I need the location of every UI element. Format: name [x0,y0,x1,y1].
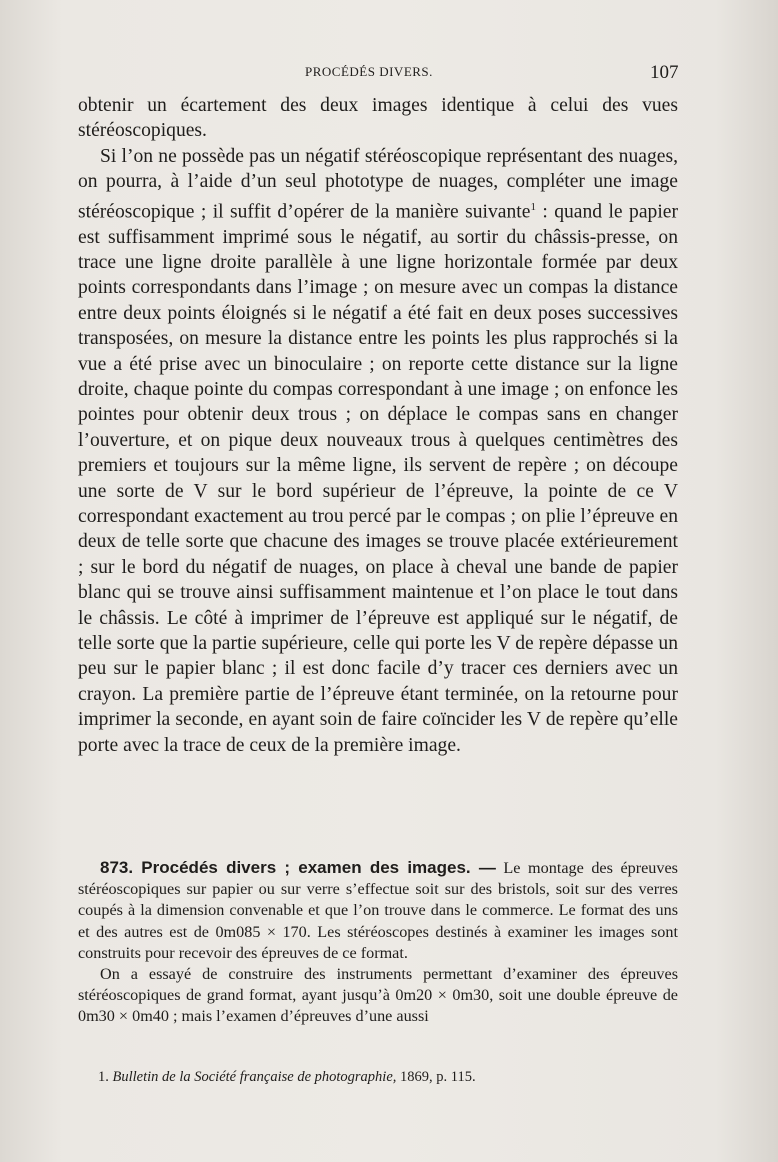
paragraph: On a essayé de construire des instruments permettant d’examiner des épreuves stéréoscopiques de grand format, ayant jusqu’à 0m20 × 0m30, soit une double épreuve de 0m30 × 0m40 ; mais l’examen d’épreuves d’une aussi [78,965,678,1026]
section-heading: 873. Procédés divers ; examen des images. — [100,858,496,877]
footnote-citation: 1869, p. 115. [396,1069,476,1085]
main-text [78,93,678,758]
paragraph-text: Si l’on ne possède pas un négatif stéréoscopique représentant des nuages, on pourra, à l’aide d’un seul phototype de nuages, compléter une image stéréoscopique ; il suffit d’opérer de la manière suivante [78,145,678,223]
section-873 [78,857,678,1028]
paragraph: obtenir un écartement des deux images identique à celui des vues stéréoscopiques. [78,95,678,142]
paragraph-text: : quand le papier est suffisamment imprimé sous le négatif, au sortir du châssis-presse, on trace une ligne droite parallèle à une ligne horizontale formée par deux points correspondants dans l’image ; on mesure avec un compas la distance entre deux points éloignés si le négatif a été fait en deux poses successives transposées, on mesure la distance entre les points les plus rapprochés si la vue a été prise avec un binoculaire ; on reporte cette distance sur la ligne droite, chaque pointe du compas correspondant à une image ; on enfonce les pointes pour obtenir deux trous ; on déplace le compas sans en changer l’ouverture, et on pique deux nouveaux trous à quelques centimètres des premiers et toujours sur la même ligne, ils servent de repère ; on découpe une sorte de V sur le bord supérieur de l’épreuve, la pointe de ce V correspondant exactement au trou percé par le compas ; on plie l’épreuve en deux de telle sorte que chacune des images se trouve placée extérieurement ; sur le bord du négatif de nuages, on place à cheval une bande de papier blanc qui se trouve ainsi suffisamment maintenue et l’on place le tout dans le châssis. Le côté à imprimer de l’épreuve est appliqué sur le négatif, de telle sorte que la partie supérieure, celle qui porte les V de repère dépasse un peu sur le papier blanc ; il est donc facile d’y tracer ces derniers avec un crayon. La première partie de l’épreuve étant terminée, on la retourne pour imprimer la seconde, en ayant soin de faire coïncider les V de repère qu’elle porte avec la trace de ceux de la première image. [78,201,678,756]
paragraph-text: Le montage des épreuves stéréoscopiques sur papier ou sur verre s’effectue soit sur des bristols, soit sur des verres coupés à la dimension convenable et que l’on trouve dans le commerce. Le format des uns et des autres est de 0m085 × 170. Les stéréoscopes destinés à examiner les images sont construits pour recevoir des épreuves de ce format. [78,859,678,962]
running-head: PROCÉDÉS DIVERS. [305,64,433,79]
footnote [98,1069,658,1086]
paragraph [78,857,678,964]
footnote-number: 1. [98,1069,109,1085]
paragraph [78,144,678,758]
footnote-title: Bulletin de la Société française de photographie, [112,1069,397,1085]
page-number: 107 [650,62,679,83]
footnote-reference[interactable]: 1 [530,200,536,213]
